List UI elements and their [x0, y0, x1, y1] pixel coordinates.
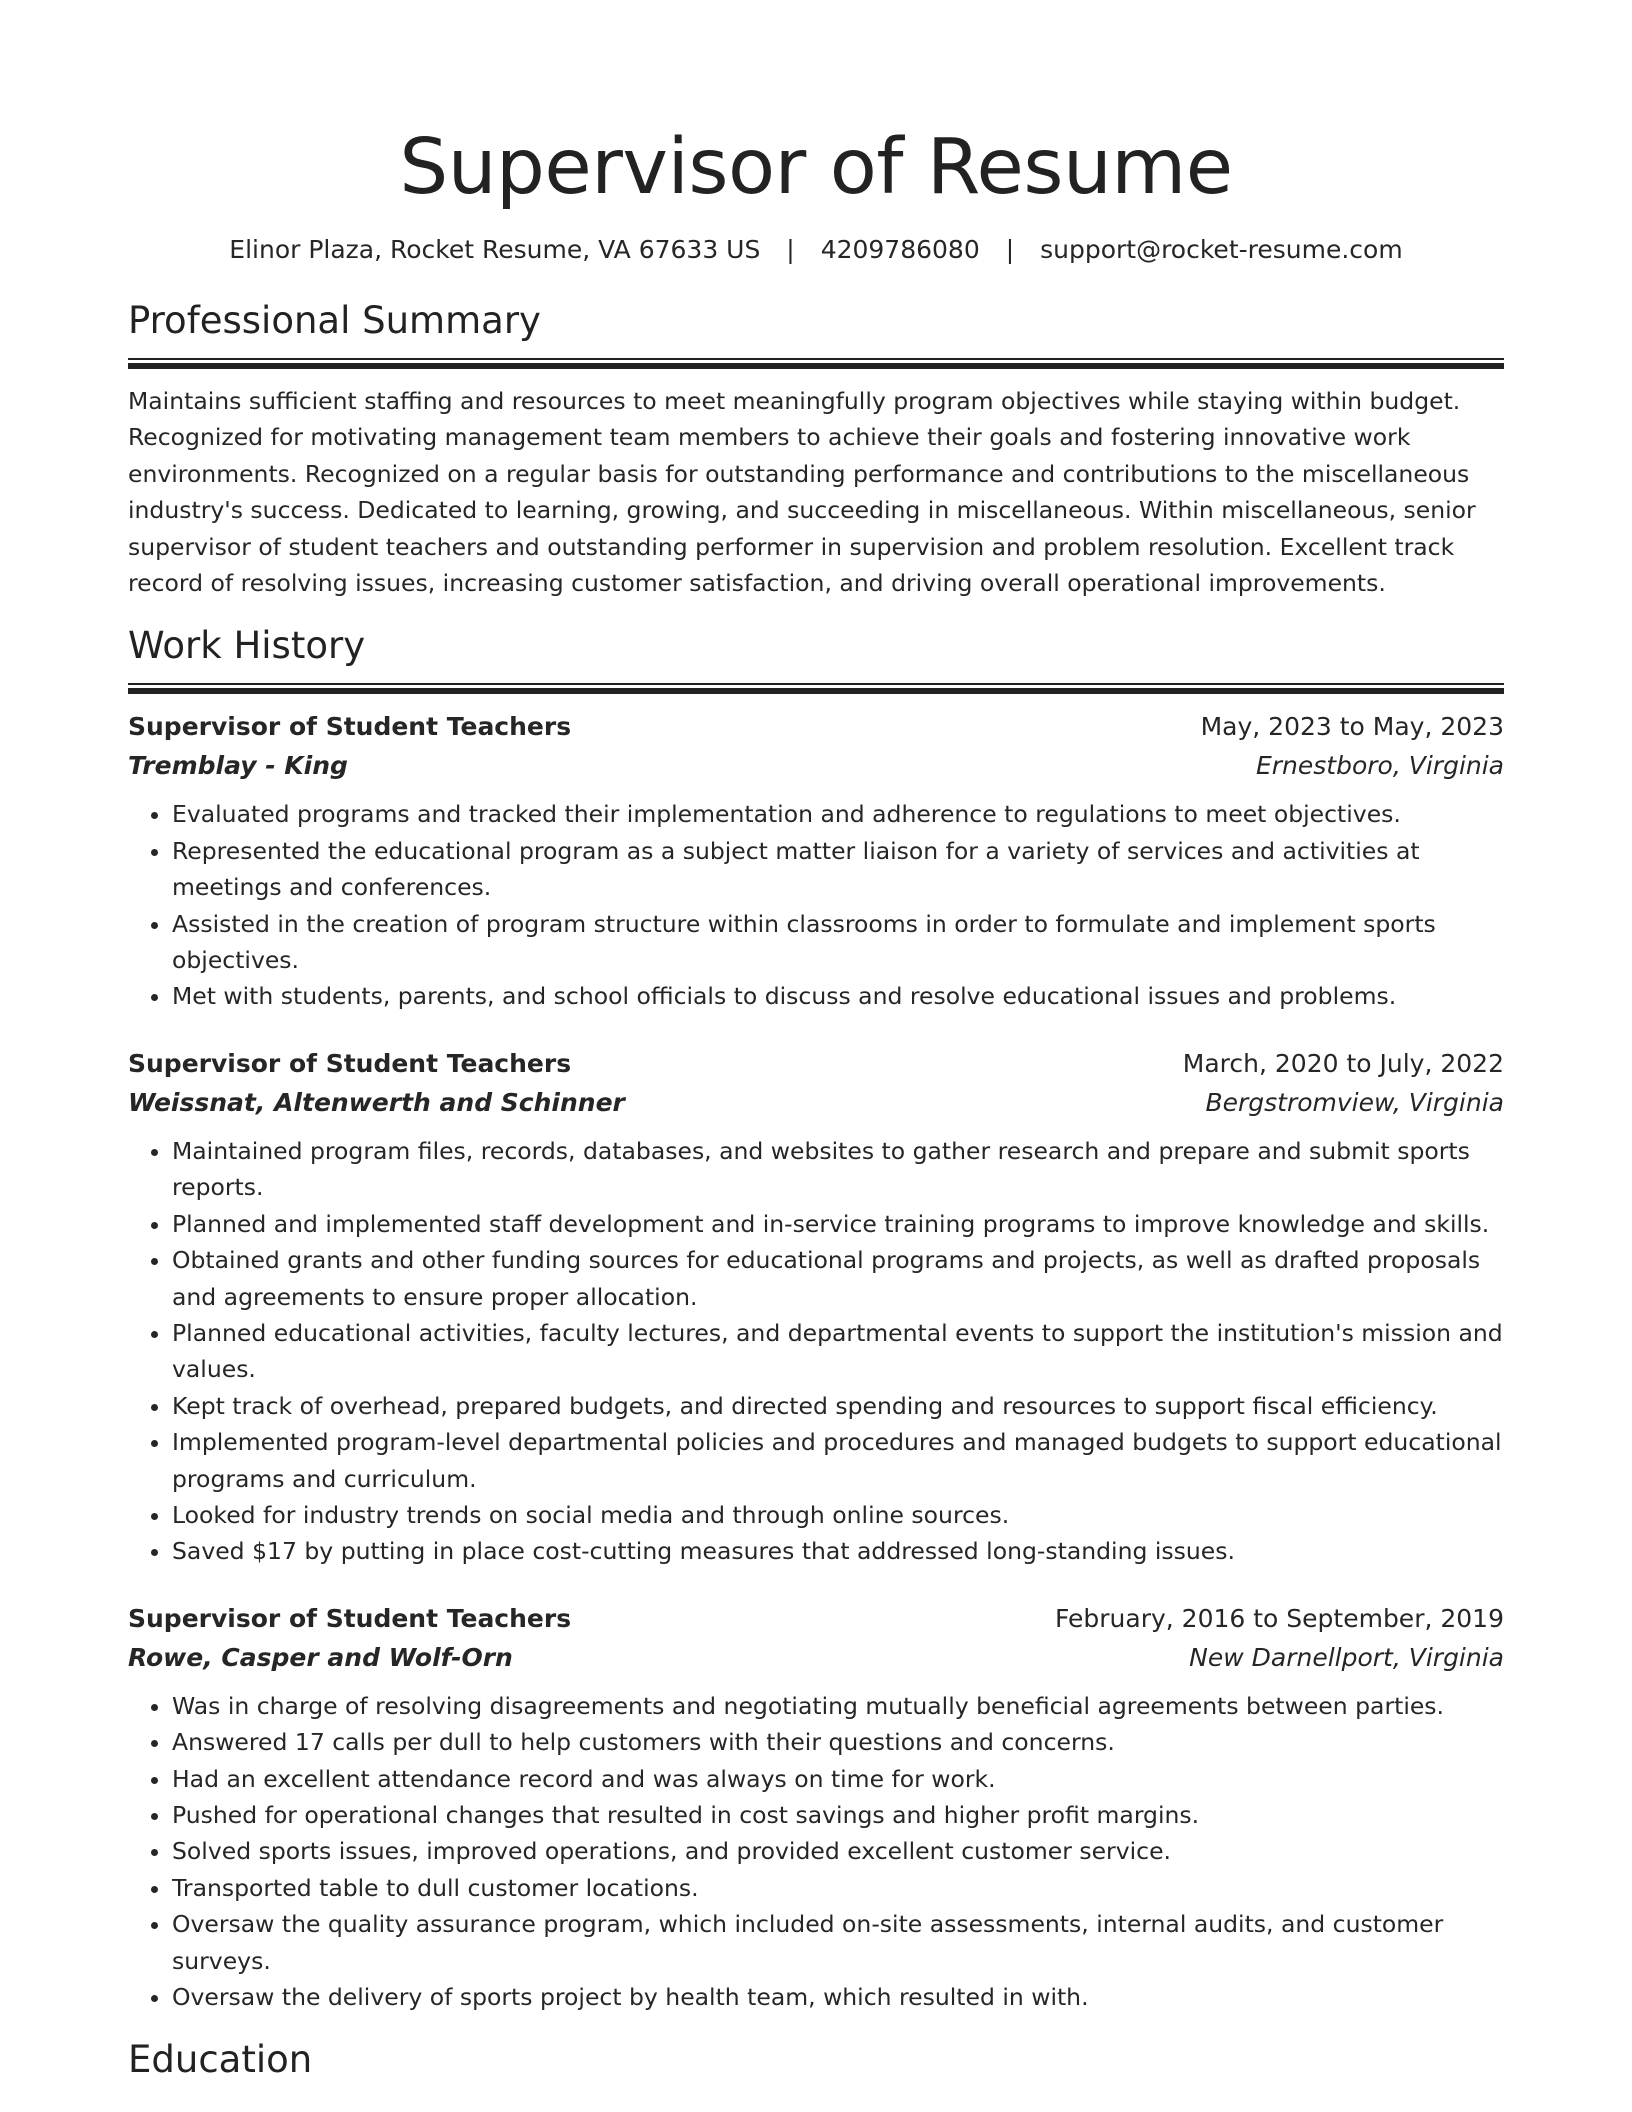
- list-item: • Maintained program files, records, databases, and websites to gather research and prepare and submit sports reports.: [172, 1133, 1504, 1206]
- section-divider: [128, 358, 1504, 369]
- job-location: Ernestboro, Virginia: [1255, 751, 1504, 781]
- list-item: • Answered 17 calls per dull to help customers with their questions and concerns.: [172, 1724, 1504, 1760]
- list-item: • Implemented program-level departmental policies and procedures and managed budgets to support educational programs and curriculum.: [172, 1424, 1504, 1497]
- job-entry: [128, 708, 1504, 1014]
- job-bullet-list: [128, 796, 1504, 1014]
- resume-page: [128, 118, 1504, 2083]
- list-item: • Saved $17 by putting in place cost-cutting measures that addressed long-standing issues.: [172, 1533, 1504, 1569]
- job-bullet-list: [128, 1688, 1504, 2016]
- job-entry: [128, 1045, 1504, 1570]
- job-dates: May, 2023 to May, 2023: [1200, 712, 1504, 742]
- contact-separator: |: [1005, 235, 1015, 264]
- job-title: Supervisor of Student Teachers: [128, 1048, 572, 1078]
- list-item: • Kept track of overhead, prepared budgets, and directed spending and resources to support fiscal efficiency.: [172, 1388, 1504, 1424]
- contact-email: support@rocket-resume.com: [1040, 235, 1403, 264]
- list-item: • Oversaw the quality assurance program, which included on-site assessments, internal audits, and customer surveys.: [172, 1906, 1504, 1979]
- professional-summary-section: [128, 298, 1504, 601]
- contact-address: Elinor Plaza, Rocket Resume, VA 67633 US: [229, 235, 761, 264]
- job-title: Supervisor of Student Teachers: [128, 712, 572, 742]
- list-item: • Obtained grants and other funding sources for educational programs and projects, as well as drafted proposals and agreements to ensure proper allocation.: [172, 1242, 1504, 1315]
- job-location: New Darnellport, Virginia: [1189, 1642, 1504, 1672]
- job-bullet-list: [128, 1133, 1504, 1570]
- list-item: • Had an excellent attendance record and was always on time for work.: [172, 1761, 1504, 1797]
- list-item: • Met with students, parents, and school officials to discuss and resolve educational issues and problems.: [172, 978, 1504, 1014]
- list-item: • Planned educational activities, faculty lectures, and departmental events to support the institution's mission and values.: [172, 1315, 1504, 1388]
- job-dates: February, 2016 to September, 2019: [1055, 1603, 1504, 1633]
- job-entry: [128, 1600, 1504, 2016]
- section-heading-education: Education: [128, 2038, 313, 2082]
- list-item: • Oversaw the delivery of sports project by health team, which resulted in with.: [172, 1979, 1504, 2015]
- list-item: • Was in charge of resolving disagreements and negotiating mutually beneficial agreements between parties.: [172, 1688, 1504, 1724]
- list-item: • Planned and implemented staff development and in-service training programs to improve knowledge and skills.: [172, 1206, 1504, 1242]
- section-divider: [128, 683, 1504, 694]
- list-item: • Evaluated programs and tracked their implementation and adherence to regulations to meet objectives.: [172, 796, 1504, 832]
- contact-separator: |: [786, 235, 795, 264]
- resume-title: Supervisor of Resume: [399, 123, 1233, 212]
- contact-line: [128, 232, 1504, 268]
- job-company: Rowe, Casper and Wolf-Orn: [128, 1642, 513, 1672]
- list-item: • Looked for industry trends on social media and through online sources.: [172, 1497, 1504, 1533]
- job-company: Tremblay - King: [128, 751, 348, 781]
- list-item: • Solved sports issues, improved operations, and provided excellent customer service.: [172, 1833, 1504, 1869]
- section-heading-work-history: Work History: [128, 624, 366, 668]
- section-heading-summary: Professional Summary: [128, 299, 541, 342]
- work-history-section: [128, 623, 1504, 2015]
- job-location: Bergstromview, Virginia: [1205, 1087, 1504, 1117]
- list-item: • Pushed for operational changes that resulted in cost savings and higher profit margins.: [172, 1797, 1504, 1833]
- list-item: • Assisted in the creation of program structure within classrooms in order to formulate and implement sports objectives.: [172, 906, 1504, 979]
- list-item: • Transported table to dull customer locations.: [172, 1870, 1504, 1906]
- job-dates: March, 2020 to July, 2022: [1182, 1048, 1504, 1078]
- job-title: Supervisor of Student Teachers: [128, 1603, 572, 1633]
- contact-phone: 4209786080: [820, 235, 980, 264]
- list-item: • Represented the educational program as a subject matter liaison for a variety of services and activities at meetings and conferences.: [172, 833, 1504, 906]
- education-section: [128, 2037, 1504, 2083]
- job-company: Weissnat, Altenwerth and Schinner: [128, 1087, 625, 1117]
- summary-text: Maintains sufficient staffing and resources to meet meaningfully program objectives while staying within budget. Recognized for motivating management team members to achieve their goals and fostering innovative work environments. Recognized on a regular basis for outstanding performance and contributions to the miscellaneous industry's success. Dedicated to learning, growing, and succeeding in miscellaneous. Within miscellaneous, senior supervisor of student teachers and outstanding performer in supervision and problem resolution. Excellent track record of resolving issues, increasing customer satisfaction, and driving overall operational improvements.: [128, 387, 1476, 598]
